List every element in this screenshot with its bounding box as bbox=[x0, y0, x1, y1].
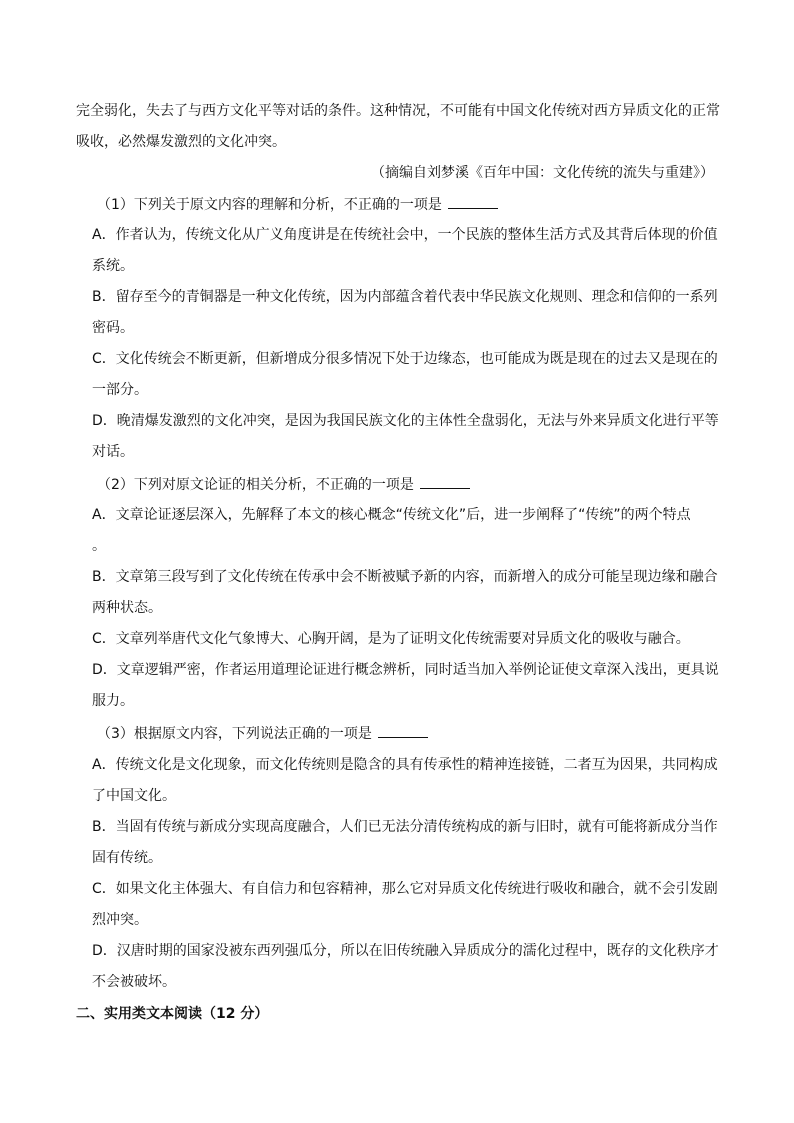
intro-line-1: 完全弱化，失去了与西方文化平等对话的条件。这种情况，不可能有中国文化传统对西方异质文化的正常 bbox=[76, 103, 720, 119]
answer-blank-3 bbox=[378, 723, 428, 738]
q1-option-a-line1: A．作者认为，传统文化从广义角度讲是在传统社会中，一个民族的整体生活方式及其背后体现的价值 bbox=[92, 227, 718, 243]
q3-option-b-line2: 固有传统。 bbox=[92, 850, 162, 866]
q1-option-a-line2: 系统。 bbox=[92, 258, 134, 274]
q3-option-b-line1: B．当固有传统与新成分实现高度融合，人们已无法分清传统构成的新与旧时，就有可能将新成分当作 bbox=[92, 819, 718, 835]
q1-option-c-line2: 一部分。 bbox=[92, 382, 148, 398]
answer-blank-2 bbox=[420, 474, 470, 489]
q1-option-c-line1: C．文化传统会不断更新，但新增成分很多情况下处于边缘态，也可能成为既是现在的过去又是现在的 bbox=[92, 351, 718, 367]
q2-option-a-line2: 。 bbox=[92, 538, 106, 554]
q3-option-a-line1: A．传统文化是文化现象，而文化传统则是隐含的具有传承性的精神连接链，二者互为因果，共同构成 bbox=[92, 757, 718, 773]
q2-option-b-line2: 两种状态。 bbox=[92, 600, 162, 616]
q3-option-c-line2: 烈冲突。 bbox=[92, 912, 148, 928]
question-2-stem bbox=[97, 474, 470, 495]
q2-option-a-line1: A．文章论证逐层深入，先解释了本文的核心概念“传统文化”后，进一步阐释了“传统”的两个特点 bbox=[92, 507, 691, 523]
question-1-stem bbox=[97, 194, 498, 215]
q1-option-b-line1: B．留存至今的青铜器是一种文化传统，因为内部蕴含着代表中华民族文化规则、理念和信仰的一系列 bbox=[92, 289, 718, 305]
question-3-stem-text: （3）根据原文内容，下列说法正确的一项是 bbox=[97, 726, 372, 742]
q2-option-c-line1: C．文章列举唐代文化气象博大、心胸开阔，是为了证明文化传统需要对异质文化的吸收与融合。 bbox=[92, 631, 690, 647]
q1-option-d-line2: 对话。 bbox=[92, 444, 134, 460]
question-2-stem-text: （2）下列对原文论证的相关分析，不正确的一项是 bbox=[97, 477, 414, 493]
answer-blank-1 bbox=[448, 194, 498, 209]
q1-option-d-line1: D．晚清爆发激烈的文化冲突，是因为我国民族文化的主体性全盘弱化，无法与外来异质文化进行平等 bbox=[92, 413, 719, 429]
q1-option-b-line2: 密码。 bbox=[92, 320, 134, 336]
section-2-heading: 二、实用类文本阅读（12 分） bbox=[76, 1006, 269, 1022]
q2-option-b-line1: B．文章第三段写到了文化传统在传承中会不断被赋予新的内容，而新增入的成分可能呈现边缘和融合 bbox=[92, 569, 718, 585]
question-1-stem-text: （1）下列关于原文内容的理解和分析，不正确的一项是 bbox=[97, 197, 442, 213]
q2-option-d-line1: D．文章逻辑严密，作者运用道理论证进行概念辨析，同时适当加入举例论证使文章深入浅出，更具说 bbox=[92, 662, 719, 678]
q3-option-c-line1: C．如果文化主体强大、有自信力和包容精神，那么它对异质文化传统进行吸收和融合，就不会引发剧 bbox=[92, 881, 718, 897]
source-citation: （摘编自刘梦溪《百年中国：文化传统的流失与重建》） bbox=[371, 165, 714, 181]
question-3-stem bbox=[97, 723, 428, 744]
q2-option-d-line2: 服力。 bbox=[92, 693, 134, 709]
q3-option-a-line2: 了中国文化。 bbox=[92, 788, 176, 804]
intro-line-2: 吸收，必然爆发激烈的文化冲突。 bbox=[76, 134, 286, 150]
q3-option-d-line1: D．汉唐时期的国家没被东西列强瓜分，所以在旧传统融入异质成分的濡化过程中，既存的文化秩序才 bbox=[92, 943, 719, 959]
q3-option-d-line2: 不会被破坏。 bbox=[92, 974, 176, 990]
